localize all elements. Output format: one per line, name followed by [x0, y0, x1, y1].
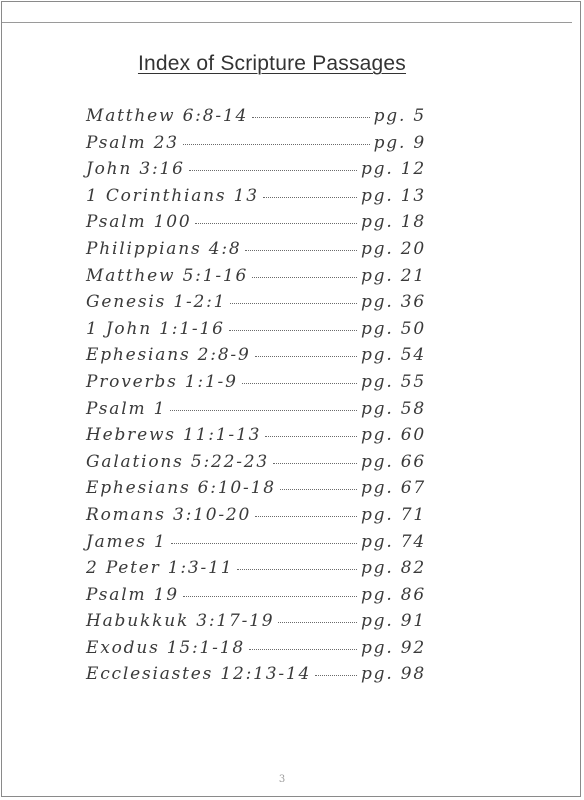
dot-leader	[278, 622, 357, 623]
entry-page: pg. 58	[360, 398, 426, 419]
entry-reference: Ephesians 2:8-9	[86, 345, 251, 366]
index-entry	[86, 292, 426, 319]
index-entry	[86, 319, 426, 346]
dot-leader	[183, 144, 370, 145]
entry-page: pg. 60	[360, 425, 426, 446]
index-entry	[86, 532, 426, 559]
dot-leader	[255, 516, 357, 517]
index-entry	[86, 186, 426, 213]
entry-reference: Psalm 19	[86, 584, 179, 605]
entry-page: pg. 13	[360, 185, 426, 206]
index-entry	[86, 345, 426, 372]
entry-page: pg. 66	[360, 451, 426, 472]
index-entry	[86, 452, 426, 479]
entry-page: pg. 74	[360, 531, 426, 552]
dot-leader	[252, 277, 357, 278]
dot-leader	[280, 489, 357, 490]
entry-reference: Ephesians 6:10-18	[86, 478, 276, 499]
dot-leader	[242, 383, 357, 384]
dot-leader	[229, 330, 357, 331]
entry-reference: Psalm 1	[86, 398, 167, 419]
scripture-index-list	[86, 106, 426, 691]
entry-reference: Genesis 1-2:1	[86, 292, 227, 313]
dot-leader	[170, 410, 357, 411]
entry-reference: Psalm 23	[86, 132, 179, 153]
entry-reference: Matthew 5:1-16	[86, 265, 249, 286]
entry-reference: Hebrews 11:1-13	[86, 425, 262, 446]
index-entry	[86, 372, 426, 399]
index-entry	[86, 159, 426, 186]
index-entry	[86, 239, 426, 266]
entry-page: pg. 82	[360, 558, 426, 579]
dot-leader	[230, 303, 357, 304]
entry-page: pg. 98	[360, 664, 426, 685]
entry-page: pg. 18	[360, 212, 426, 233]
entry-page: pg. 50	[360, 318, 426, 339]
entry-reference: Exodus 15:1-18	[86, 637, 245, 658]
dot-leader	[265, 436, 357, 437]
entry-page: pg. 12	[360, 159, 426, 180]
index-entry	[86, 399, 426, 426]
index-entry	[86, 106, 426, 133]
entry-reference: Proverbs 1:1-9	[86, 371, 238, 392]
entry-reference: Romans 3:10-20	[86, 504, 252, 525]
dot-leader	[249, 649, 357, 650]
entry-page: pg. 91	[360, 611, 426, 632]
entry-page: pg. 86	[360, 584, 426, 605]
dot-leader	[255, 356, 357, 357]
entry-reference: James 1	[86, 531, 167, 552]
entry-page: pg. 55	[360, 371, 426, 392]
index-entry	[86, 611, 426, 638]
index-entry	[86, 212, 426, 239]
index-entry	[86, 266, 426, 293]
entry-reference: Matthew 6:8-14	[86, 106, 249, 126]
index-entry	[86, 638, 426, 665]
entry-page: pg. 21	[360, 265, 426, 286]
page-number: 3	[278, 774, 286, 785]
index-entry	[86, 505, 426, 532]
entry-page: pg. 5	[373, 106, 426, 126]
index-entry	[86, 585, 426, 612]
dot-leader	[245, 250, 357, 251]
entry-reference: Habukkuk 3:17-19	[86, 611, 275, 632]
entry-page: pg. 54	[360, 345, 426, 366]
page-title: Index of Scripture Passages	[137, 52, 407, 75]
index-entry	[86, 133, 426, 160]
dot-leader	[171, 543, 357, 544]
top-rule	[2, 22, 572, 23]
entry-page: pg. 71	[360, 504, 426, 525]
index-entry	[86, 664, 426, 691]
dot-leader	[189, 170, 357, 171]
dot-leader	[195, 223, 357, 224]
dot-leader	[315, 675, 357, 676]
entry-reference: Philippians 4:8	[86, 238, 242, 259]
entry-page: pg. 67	[360, 478, 426, 499]
entry-page: pg. 36	[360, 292, 426, 313]
entry-reference: John 3:16	[86, 159, 185, 180]
index-entry	[86, 478, 426, 505]
dot-leader	[273, 463, 357, 464]
entry-page: pg. 20	[360, 238, 426, 259]
dot-leader	[237, 569, 357, 570]
index-entry	[86, 558, 426, 585]
entry-reference: 1 John 1:1-16	[86, 318, 225, 339]
dot-leader	[263, 197, 357, 198]
entry-page: pg. 9	[373, 132, 426, 153]
entry-reference: 2 Peter 1:3-11	[86, 558, 234, 579]
dot-leader	[183, 596, 357, 597]
entry-reference: 1 Corinthians 13	[86, 185, 259, 206]
entry-reference: Psalm 100	[86, 212, 192, 233]
entry-page: pg. 92	[360, 637, 426, 658]
entry-reference: Ecclesiastes 12:13-14	[86, 664, 312, 685]
entry-reference: Galations 5:22-23	[86, 451, 270, 472]
index-entry	[86, 425, 426, 452]
page-frame	[1, 1, 581, 797]
dot-leader	[252, 117, 370, 118]
